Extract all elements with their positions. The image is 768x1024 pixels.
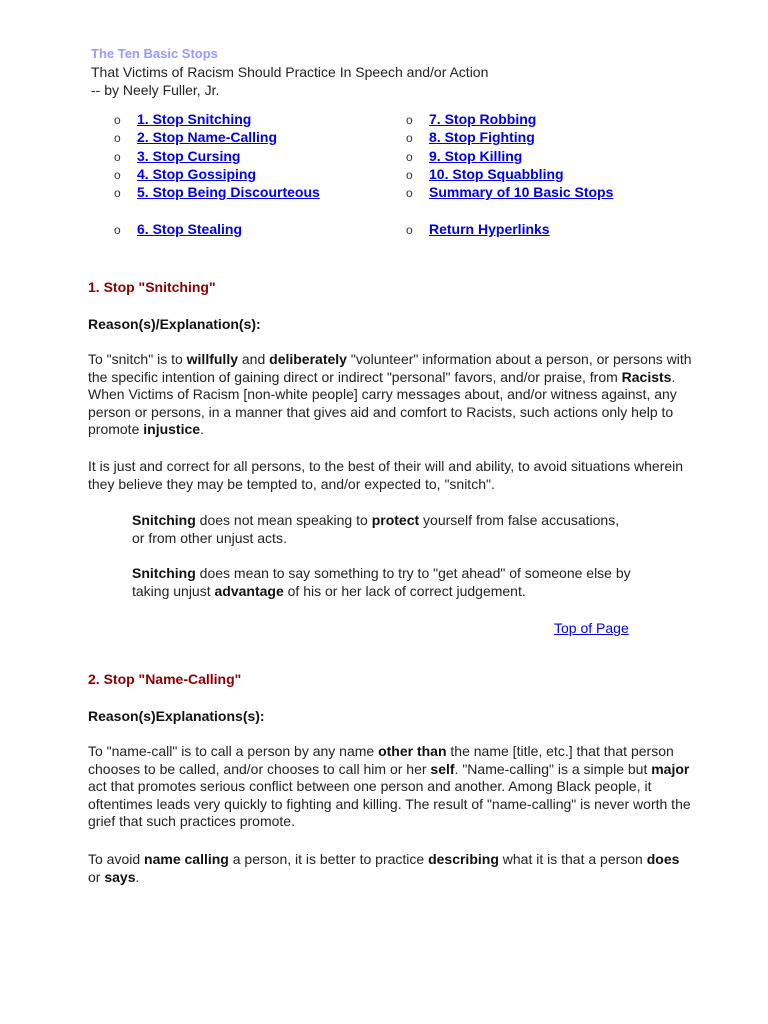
section-2-paragraph-1: To "name-call" is to call a person by any name other than the name [title, etc.] that that person chooses to be called, and/or chooses to call him or her self. "Name-calling" is a simple but major act that promotes serious conflict between one person and another. Among Black people, it oftentimes leads very quickly to fighting and killing. The result of "name-calling" is never worth the grief that such practices promote. bbox=[88, 743, 691, 830]
bullet-icon: o bbox=[114, 186, 121, 200]
section-1-paragraph-2: It is just and correct for all persons, to the best of their will and ability, to avoid situations wherein they believe they may be tempted to, and/or expected to, "snitch". bbox=[88, 458, 684, 492]
toc-link-stop-stealing[interactable]: 6. Stop Stealing bbox=[137, 221, 243, 237]
section-2-paragraph-2: To avoid name calling a person, it is better to practice describing what it is that a person does or says. bbox=[88, 851, 680, 885]
bullet-icon: o bbox=[406, 186, 413, 200]
toc-link-return-hyperlinks[interactable]: Return Hyperlinks bbox=[429, 221, 550, 237]
toc-link-stop-being-discourteous[interactable]: 5. Stop Being Discourteous bbox=[137, 184, 320, 200]
bullet-icon: o bbox=[114, 131, 121, 145]
toc-link-stop-robbing[interactable]: 7. Stop Robbing bbox=[429, 111, 537, 127]
document-title: The Ten Basic Stops bbox=[91, 46, 218, 61]
section-1-paragraph-1: To "snitch" is to willfully and deliberately "volunteer" information about a person, or persons with the specific intention of gaining direct or indirect "personal" favors, and/or praise, from Racists. When Victims of Racism [non-white people] carry messages about, and/or witness against, any person or persons, in a manner that gives aid and comfort to Racists, such actions only help to promote injustice. bbox=[88, 351, 692, 438]
toc-link-stop-killing[interactable]: 9. Stop Killing bbox=[429, 148, 523, 164]
toc-link-stop-fighting[interactable]: 8. Stop Fighting bbox=[429, 129, 535, 145]
bullet-icon: o bbox=[406, 131, 413, 145]
section-1-note-1: Snitching does not mean speaking to protect yourself from false accusations, or from other unjust acts. bbox=[132, 512, 620, 546]
section-2-heading: 2. Stop "Name-Calling" bbox=[88, 671, 242, 687]
toc-link-stop-cursing[interactable]: 3. Stop Cursing bbox=[137, 148, 241, 164]
top-of-page-link[interactable]: Top of Page bbox=[554, 620, 629, 636]
toc-link-summary[interactable]: Summary of 10 Basic Stops bbox=[429, 184, 614, 200]
document-author: -- by Neely Fuller, Jr. bbox=[91, 82, 220, 98]
bullet-icon: o bbox=[406, 223, 413, 237]
section-1-heading: 1. Stop "Snitching" bbox=[88, 279, 216, 295]
bullet-icon: o bbox=[114, 223, 121, 237]
section-1-note-2: Snitching does mean to say something to try to "get ahead" of someone else by taking unjust advantage of his or her lack of correct judgement. bbox=[132, 565, 631, 599]
bullet-icon: o bbox=[406, 113, 413, 127]
bullet-icon: o bbox=[114, 150, 121, 164]
toc-link-stop-snitching[interactable]: 1. Stop Snitching bbox=[137, 111, 252, 127]
toc-link-stop-gossiping[interactable]: 4. Stop Gossiping bbox=[137, 166, 257, 182]
bullet-icon: o bbox=[114, 113, 121, 127]
toc-link-stop-name-calling[interactable]: 2. Stop Name-Calling bbox=[137, 129, 278, 145]
section-1-subheading: Reason(s)/Explanation(s): bbox=[88, 316, 261, 332]
section-2-subheading: Reason(s)Explanations(s): bbox=[88, 708, 265, 724]
bullet-icon: o bbox=[114, 168, 121, 182]
bullet-icon: o bbox=[406, 168, 413, 182]
bullet-icon: o bbox=[406, 150, 413, 164]
document-subtitle: That Victims of Racism Should Practice In Speech and/or Action bbox=[91, 64, 489, 80]
toc-link-stop-squabbling[interactable]: 10. Stop Squabbling bbox=[429, 166, 564, 182]
